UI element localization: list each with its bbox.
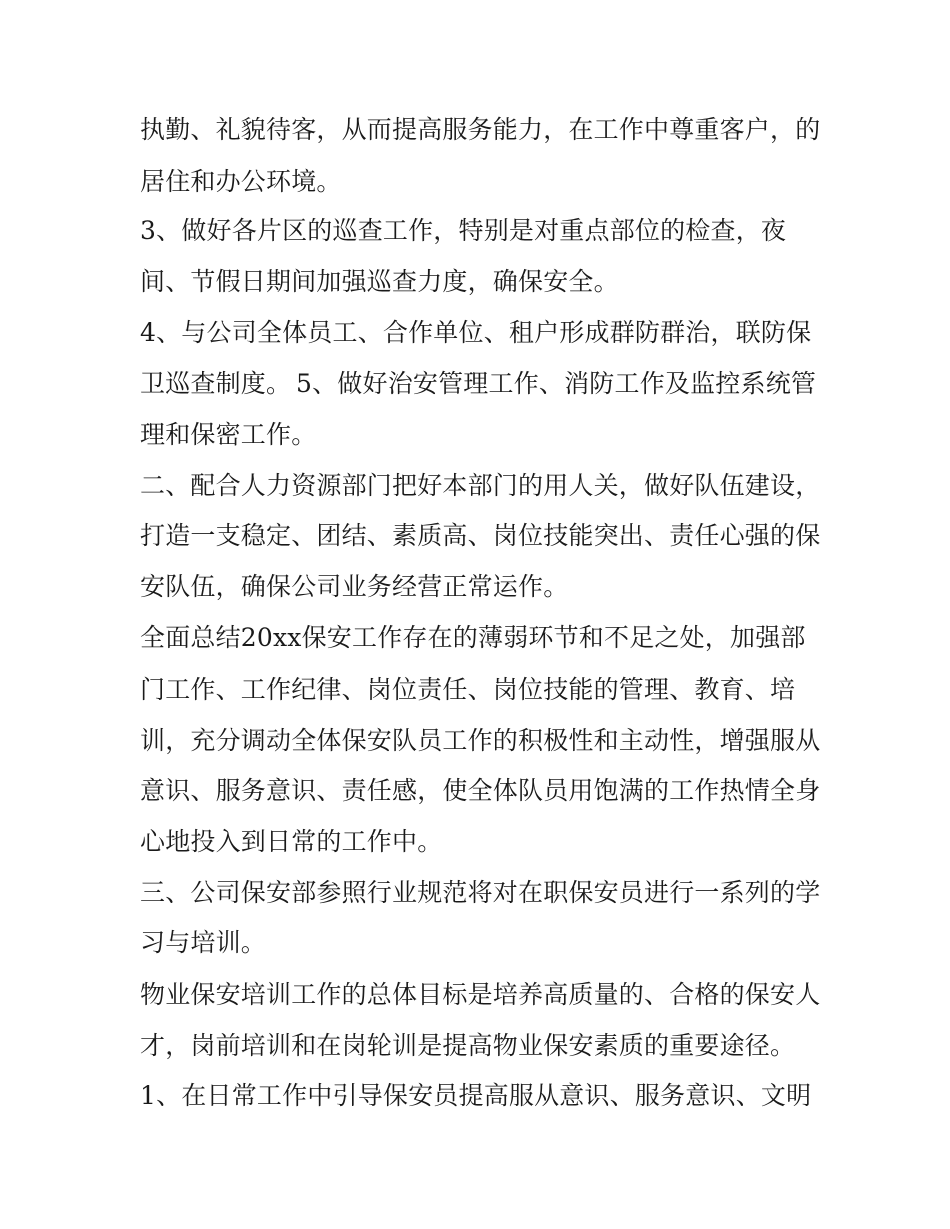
text-line: 执勤、礼貌待客，从而提高服务能力，在工作中尊重客户，的 <box>140 115 821 144</box>
text-line: 习与培训。 <box>140 928 267 957</box>
text-line: 居住和办公环境。 <box>140 167 342 196</box>
text-line: 意识、服务意识、责任感，使全体队员用饱满的工作热情全身 <box>140 776 821 805</box>
text-line: 心地投入到日常的工作中。 <box>140 827 443 856</box>
text-line: 安队伍，确保公司业务经营正常运作。 <box>140 572 569 601</box>
text-line: 三、公司保安部参照行业规范将对在职保安员进行一系列的学 <box>140 878 821 907</box>
text-line: 打造一支稳定、团结、素质高、岗位技能突出、责任心强的保 <box>140 521 821 550</box>
text-line: 4、与公司全体员工、合作单位、租户形成群防群治，联防保 <box>140 318 812 347</box>
text-line: 理和保密工作。 <box>140 420 317 449</box>
text-line: 物业保安培训工作的总体目标是培养高质量的、合格的保安人 <box>140 980 821 1009</box>
text-line: 训，充分调动全体保安队员工作的积极性和主动性，增强服从 <box>140 726 821 755</box>
text-line: 门工作、工作纪律、岗位责任、岗位技能的管理、教育、培 <box>140 675 796 704</box>
text-line: 全面总结20xx保安工作存在的薄弱环节和不足之处，加强部 <box>140 623 806 652</box>
text-line: 才，岗前培训和在岗轮训是提高物业保安素质的重要途径。 <box>140 1031 796 1060</box>
text-line: 间、节假日期间加强巡查力度，确保安全。 <box>140 267 619 296</box>
text-line: 二、配合人力资源部门把好本部门的用人关，做好队伍建设， <box>140 471 821 500</box>
text-line: 卫巡查制度。 <box>140 369 292 398</box>
text-line: 1、在日常工作中引导保安员提高服从意识、服务意识、文明 <box>140 1081 812 1110</box>
text-line: 3、做好各片区的巡查工作，特别是对重点部位的检查，夜 <box>140 216 787 245</box>
text-line: 5、做好治安管理工作、消防工作及监控系统管 <box>296 369 817 398</box>
